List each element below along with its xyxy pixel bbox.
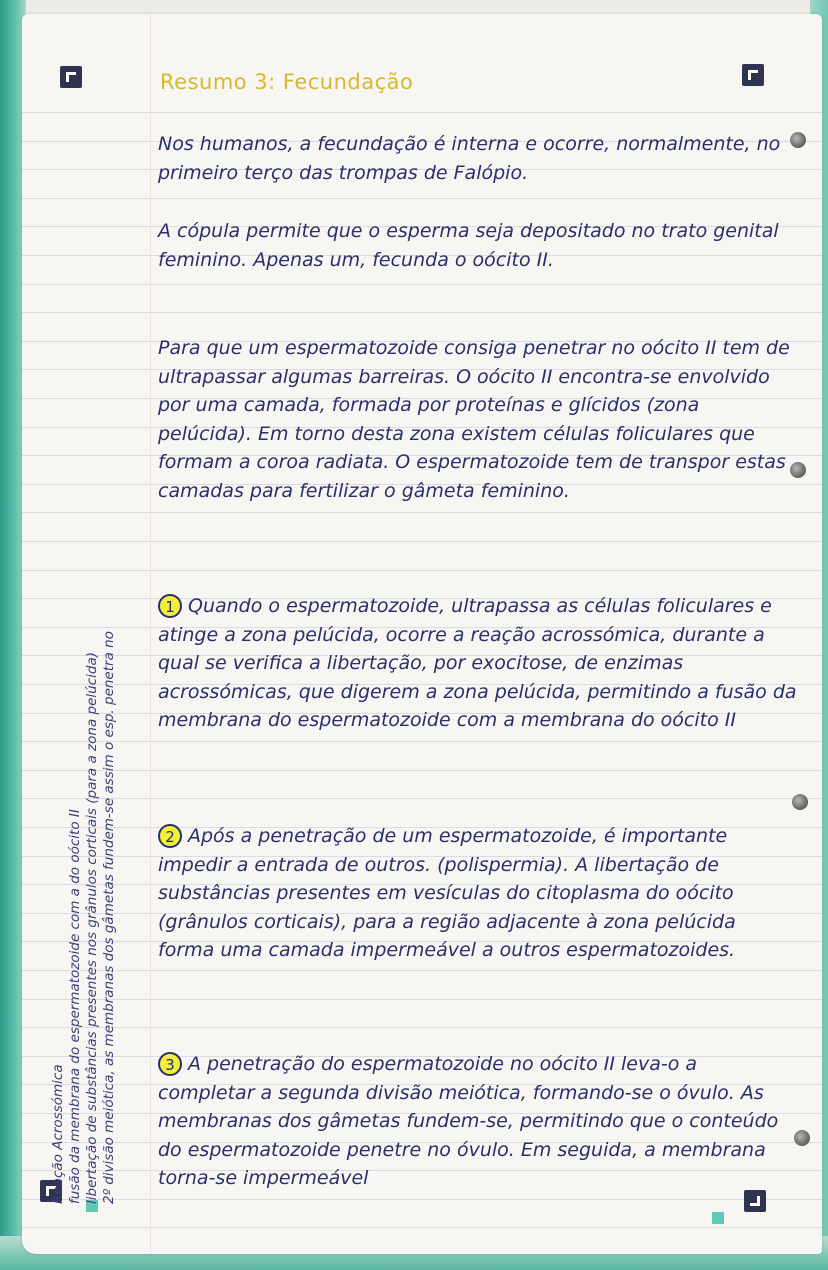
margin-notes bbox=[50, 574, 180, 1204]
margin-note: fusão da membrana do espermatozoide com a do oócito II bbox=[67, 809, 83, 1204]
step-text: Quando o espermatozoide, ultrapassa as células foliculares e atinge a zona pelúcida, ocorre a reação acrossómica, durante a qual se verifica a libertação, por exocitose, de enzimas acrossómicas, que digerem a zona pelúcida, permitindo a fusão da membrana do espermatozoide com a membrana do oócito II bbox=[158, 595, 797, 732]
step-text: A penetração do espermatozoide no oócito II leva-o a completar a segunda divisão meiótica, formando-se o óvulo. As membranas dos gâmetas fundem-se, permitindo que o conteúdo do espermatozoide penetre no óvulo. Em seguida, a membrana torna-se impermeável bbox=[158, 1053, 779, 1190]
step-2 bbox=[158, 822, 798, 965]
binder-hole-icon bbox=[790, 462, 806, 478]
paragraph-copula: A cópula permite que o esperma seja depositado no trato genital feminino. Apenas um, fecunda o oócito II. bbox=[158, 220, 779, 271]
paragraph-barriers: Para que um espermatozoide consiga penetrar no oócito II tem de ultrapassar algumas barreiras. O oócito II encontra-se envolvido por uma camada, formada por proteínas e glícidos (zona pelúcida). Em torno desta zona existem células foliculares que formam a coroa radiata. O espermatozoide tem de transpor estas camadas para fertilizar o gâmeta feminino. bbox=[158, 337, 790, 502]
ruled-line bbox=[22, 512, 822, 513]
binder-hole-icon bbox=[794, 1130, 810, 1146]
corner-mark-icon bbox=[60, 66, 82, 88]
margin-note: 2º divisão meiótica, as membranas dos gâmetas fundem-se assim o esp. penetra no bbox=[101, 631, 117, 1204]
ruled-line bbox=[22, 312, 822, 313]
margin-note: libertação de substâncias presentes nos grânulos corticais (para a zona pelúcida) bbox=[84, 652, 100, 1204]
notebook-page bbox=[22, 14, 822, 1254]
corner-mark-icon bbox=[744, 1190, 766, 1212]
binder-hole-icon bbox=[792, 794, 808, 810]
step-text: Após a penetração de um espermatozoide, é importante impedir a entrada de outros. (polispermia). A libertação de substâncias presentes em vesículas do citoplasma do oócito (grânulos corticais), para a região adjacente à zona pelúcida forma uma camada impermeável a outros espermatozoides. bbox=[158, 825, 736, 962]
margin-note: Reação Acrossómica bbox=[50, 1064, 66, 1204]
step-1 bbox=[158, 592, 798, 735]
ruled-line bbox=[22, 284, 822, 285]
ruled-line bbox=[22, 198, 822, 199]
step-number-badge: 2 bbox=[158, 824, 182, 848]
page-title: Resumo 3: Fecundação bbox=[160, 70, 414, 94]
ruled-line bbox=[22, 112, 822, 113]
binder-hole-icon bbox=[790, 132, 806, 148]
ruled-line bbox=[22, 1227, 822, 1228]
teal-square-icon bbox=[712, 1212, 724, 1224]
paragraph-intro: Nos humanos, a fecundação é interna e ocorre, normalmente, no primeiro terço das trompas de Falópio. bbox=[158, 133, 781, 184]
corner-mark-icon bbox=[742, 64, 764, 86]
step-number-badge: 1 bbox=[158, 594, 182, 618]
ruled-line bbox=[22, 570, 822, 571]
step-3 bbox=[158, 1050, 788, 1193]
step-number-badge: 3 bbox=[158, 1052, 182, 1076]
ruled-line bbox=[22, 541, 822, 542]
